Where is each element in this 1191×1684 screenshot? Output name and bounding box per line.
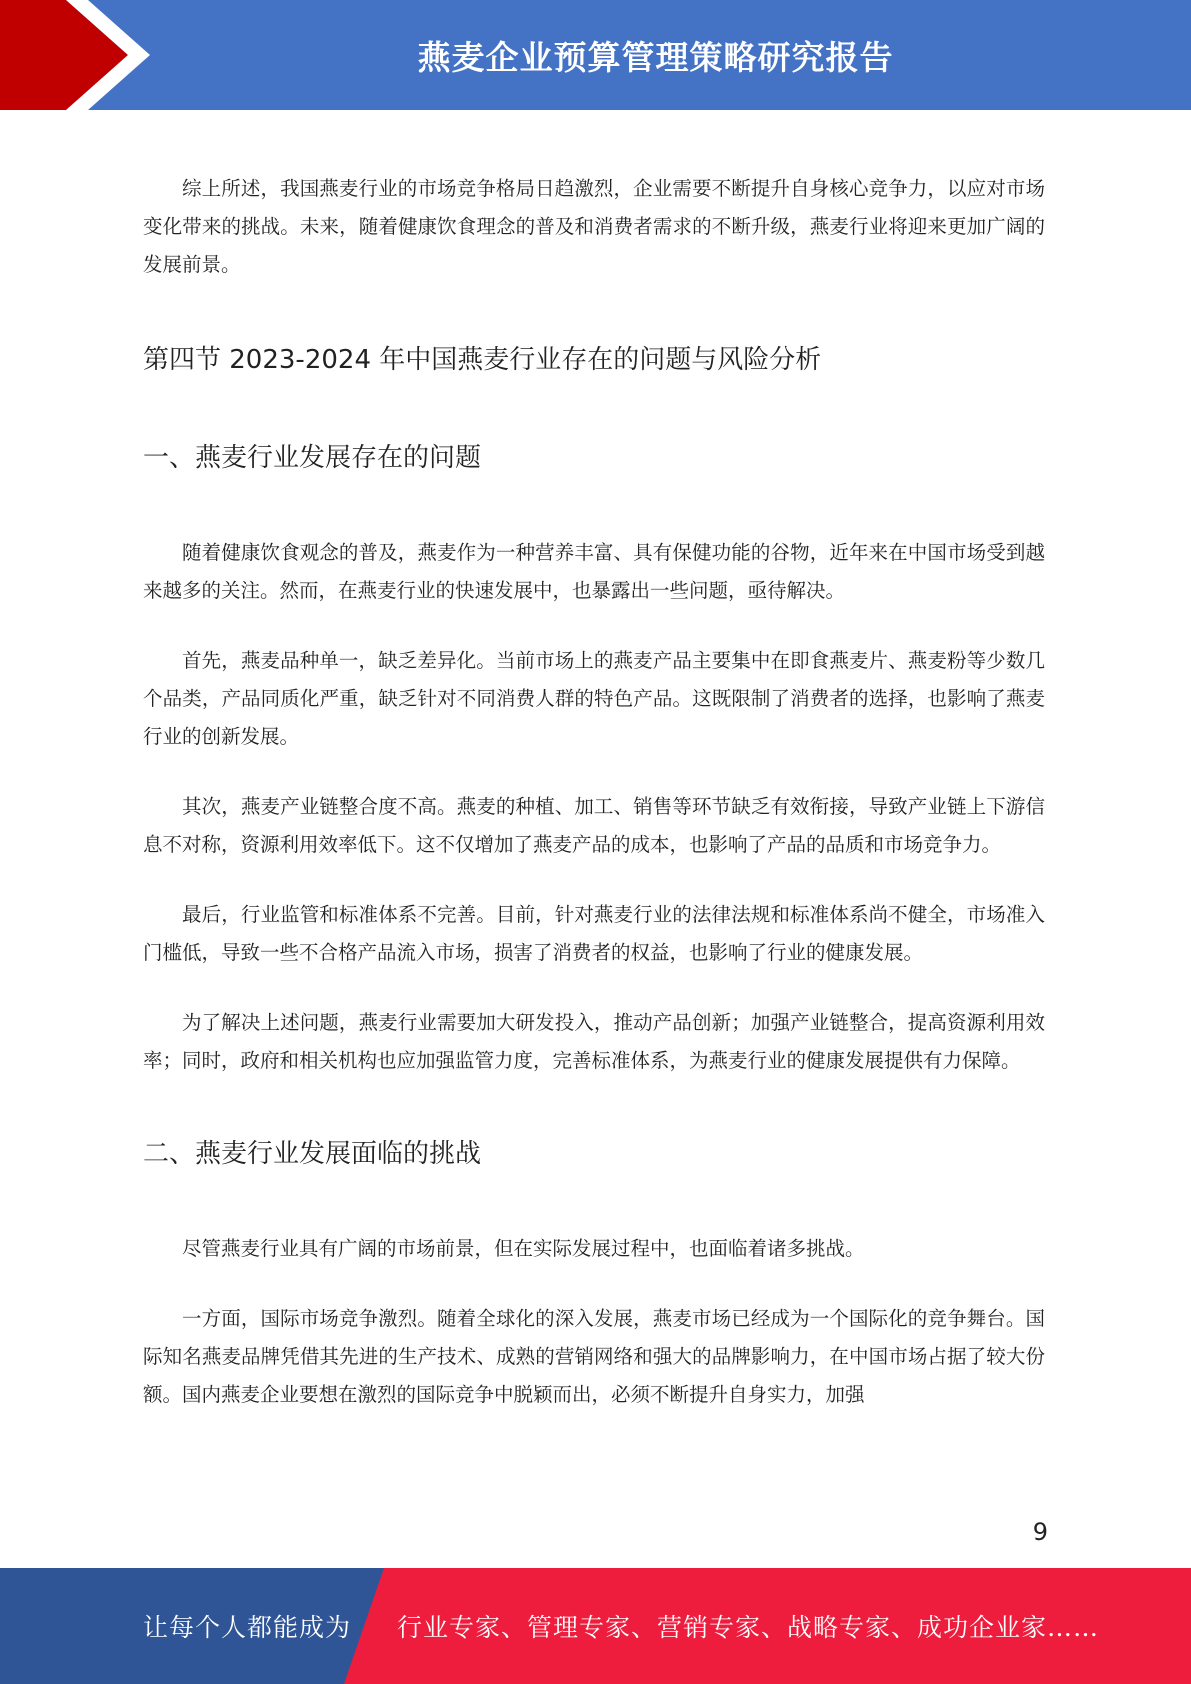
header-arrow-decoration — [0, 0, 160, 110]
report-title: 燕麦企业预算管理策略研究报告 — [417, 37, 894, 77]
page-content — [143, 170, 1045, 1446]
page-header — [0, 0, 1191, 110]
paragraph: 其次，燕麦产业链整合度不高。燕麦的种植、加工、销售等环节缺乏有效衔接，导致产业链上下游信息不对称，资源利用效率低下。这不仅增加了燕麦产品的成本，也影响了产品的品质和市场竞争力。 — [143, 795, 1045, 856]
paragraph: 一方面，国际市场竞争激烈。随着全球化的深入发展，燕麦市场已经成为一个国际化的竞争舞台。国际知名燕麦品牌凭借其先进的生产技术、成熟的营销网络和强大的品牌影响力，在中国市场占据了较大份额。国内燕麦企业要想在激烈的国际竞争中脱颖而出，必须不断提升自身实力，加强 — [143, 1307, 1045, 1406]
paragraph: 为了解决上述问题，燕麦行业需要加大研发投入，推动产品创新；加强产业链整合，提高资源利用效率；同时，政府和相关机构也应加强监管力度，完善标准体系，为燕麦行业的健康发展提供有力保障。 — [143, 1011, 1045, 1072]
page-footer — [0, 1568, 1191, 1684]
section-title: 第四节 2023-2024 年中国燕麦行业存在的问题与风险分析 — [143, 345, 822, 375]
subsection-title-problems: 一、燕麦行业发展存在的问题 — [143, 443, 482, 473]
paragraph: 随着健康饮食观念的普及，燕麦作为一种营养丰富、具有保健功能的谷物，近年来在中国市场受到越来越多的关注。然而，在燕麦行业的快速发展中，也暴露出一些问题，亟待解决。 — [143, 541, 1045, 602]
paragraph: 最后，行业监管和标准体系不完善。目前，针对燕麦行业的法律法规和标准体系尚不健全，市场准入门槛低，导致一些不合格产品流入市场，损害了消费者的权益，也影响了行业的健康发展。 — [143, 903, 1045, 964]
intro-paragraph: 综上所述，我国燕麦行业的市场竞争格局日趋激烈，企业需要不断提升自身核心竞争力，以应对市场变化带来的挑战。未来，随着健康饮食理念的普及和消费者需求的不断升级，燕麦行业将迎来更加广阔的发展前景。 — [143, 177, 1045, 276]
page-number: 9 — [1032, 1518, 1048, 1546]
subsection-title-challenges: 二、燕麦行业发展面临的挑战 — [143, 1139, 482, 1169]
paragraph: 首先，燕麦品种单一，缺乏差异化。当前市场上的燕麦产品主要集中在即食燕麦片、燕麦粉等少数几个品类，产品同质化严重，缺乏针对不同消费人群的特色产品。这既限制了消费者的选择，也影响了燕麦行业的创新发展。 — [143, 649, 1045, 748]
footer-slogan-left: 让每个人都能成为 — [143, 1613, 352, 1642]
footer-slogan-right: 行业专家、管理专家、营销专家、战略专家、成功企业家…… — [397, 1613, 1100, 1642]
paragraph: 尽管燕麦行业具有广阔的市场前景，但在实际发展过程中，也面临着诸多挑战。 — [182, 1237, 865, 1260]
